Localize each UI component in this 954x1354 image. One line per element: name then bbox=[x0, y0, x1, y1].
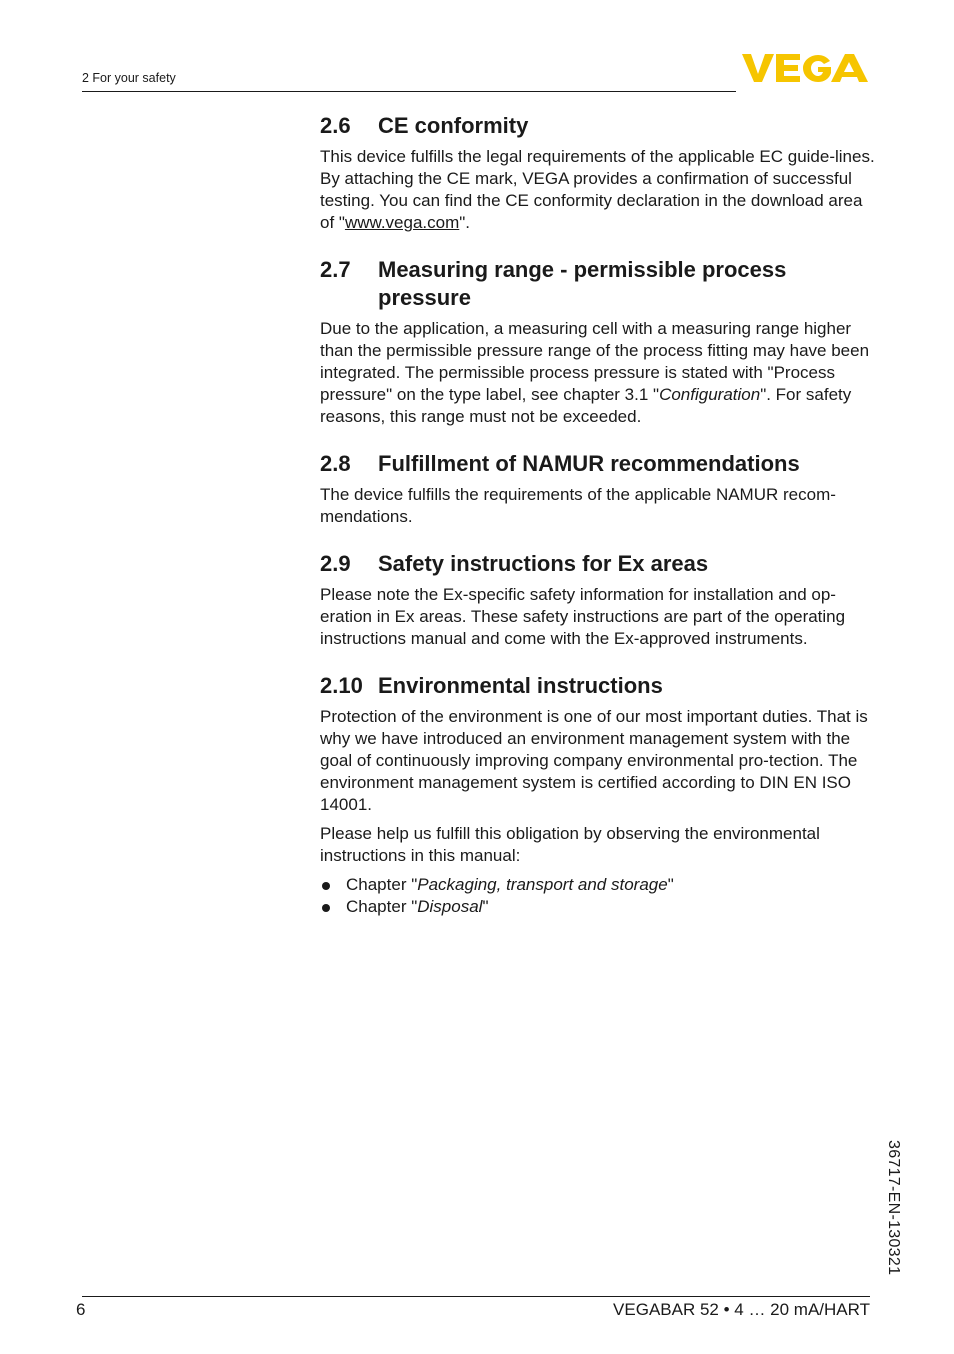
section-number: 2.6 bbox=[320, 113, 351, 138]
paragraph: The device fulfills the requirements of the applicable NAMUR recom-mendations. bbox=[320, 485, 836, 526]
paragraph-text: Due to the application, a measuring cell with a measuring range higher than the permissible pressure range of the process fitting may have been integrated. The permissible process pressure is stated with "Process pressure" on the type label, see chapter 3.1 " bbox=[320, 319, 870, 404]
footer-rule bbox=[82, 1296, 870, 1297]
list-item-text-end: " bbox=[667, 875, 674, 894]
vega-website-link[interactable]: www.vega.com bbox=[344, 213, 460, 232]
section-number: 2.9 bbox=[320, 551, 351, 576]
section-heading bbox=[320, 112, 880, 140]
bullet-icon bbox=[322, 882, 330, 890]
document-code: 36717-EN-130321 bbox=[885, 1140, 902, 1276]
section-title: CE conformity bbox=[378, 113, 529, 138]
section-number: 2.7 bbox=[320, 257, 351, 282]
section-environmental bbox=[320, 672, 880, 918]
document-title: VEGABAR 52 • 4 … 20 mA/HART bbox=[613, 1300, 870, 1319]
list-item-text-end: " bbox=[482, 897, 489, 916]
section-number: 2.10 bbox=[320, 673, 363, 698]
list-item-text: Chapter " bbox=[346, 897, 418, 916]
paragraph bbox=[320, 146, 880, 234]
paragraph-text-end: ". For safety reasons, this range must not be exceeded. bbox=[320, 385, 852, 426]
paragraph bbox=[320, 318, 880, 428]
paragraph: Protection of the environment is one of our most important duties. That is why we have introduced an environment management system with the goal of continuously improving company environmental pro-tection. The environment management system is certified according to DIN EN ISO 14001. bbox=[320, 707, 868, 814]
paragraph-text: This device fulfills the legal requirements of the applicable EC guide-lines. By attaching the CE mark, VEGA provides a confirmation of successful testing. You can find the CE conformity declaration in the download area of " bbox=[320, 147, 875, 232]
page-content bbox=[320, 112, 880, 940]
chapter-reference: Disposal bbox=[417, 897, 483, 916]
section-title: Safety instructions for Ex areas bbox=[378, 551, 709, 576]
running-header: 2 For your safety bbox=[82, 71, 176, 85]
bullet-list bbox=[320, 874, 880, 918]
section-heading bbox=[320, 672, 880, 700]
header-rule bbox=[82, 91, 736, 92]
section-heading bbox=[320, 450, 880, 478]
section-measuring-range bbox=[320, 256, 880, 428]
section-ce-conformity bbox=[320, 112, 880, 234]
chapter-reference: Configuration bbox=[659, 385, 761, 404]
section-heading bbox=[320, 256, 880, 312]
section-namur bbox=[320, 450, 880, 528]
chapter-reference: Packaging, transport and storage bbox=[417, 875, 668, 894]
list-item bbox=[320, 874, 880, 896]
vega-logo bbox=[742, 52, 872, 84]
list-item-text: Chapter " bbox=[346, 875, 418, 894]
section-number: 2.8 bbox=[320, 451, 351, 476]
paragraph: Please note the Ex-specific safety information for installation and op-eration in Ex areas. These safety instructions are part of the operating instructions manual and come with the Ex-approved instruments. bbox=[320, 585, 846, 648]
section-ex-areas bbox=[320, 550, 880, 650]
section-heading bbox=[320, 550, 880, 578]
section-title: Environmental instructions bbox=[378, 673, 663, 698]
bullet-icon bbox=[322, 904, 330, 912]
list-item bbox=[320, 896, 880, 918]
section-title: Fulfillment of NAMUR recommendations bbox=[378, 451, 800, 476]
paragraph-text-end: ". bbox=[459, 213, 471, 232]
paragraph: Please help us fulfill this obligation by observing the environmental instructions in this manual: bbox=[320, 824, 820, 865]
section-title: Measuring range - permissible process pressure bbox=[378, 257, 787, 310]
page-number: 6 bbox=[76, 1300, 86, 1319]
